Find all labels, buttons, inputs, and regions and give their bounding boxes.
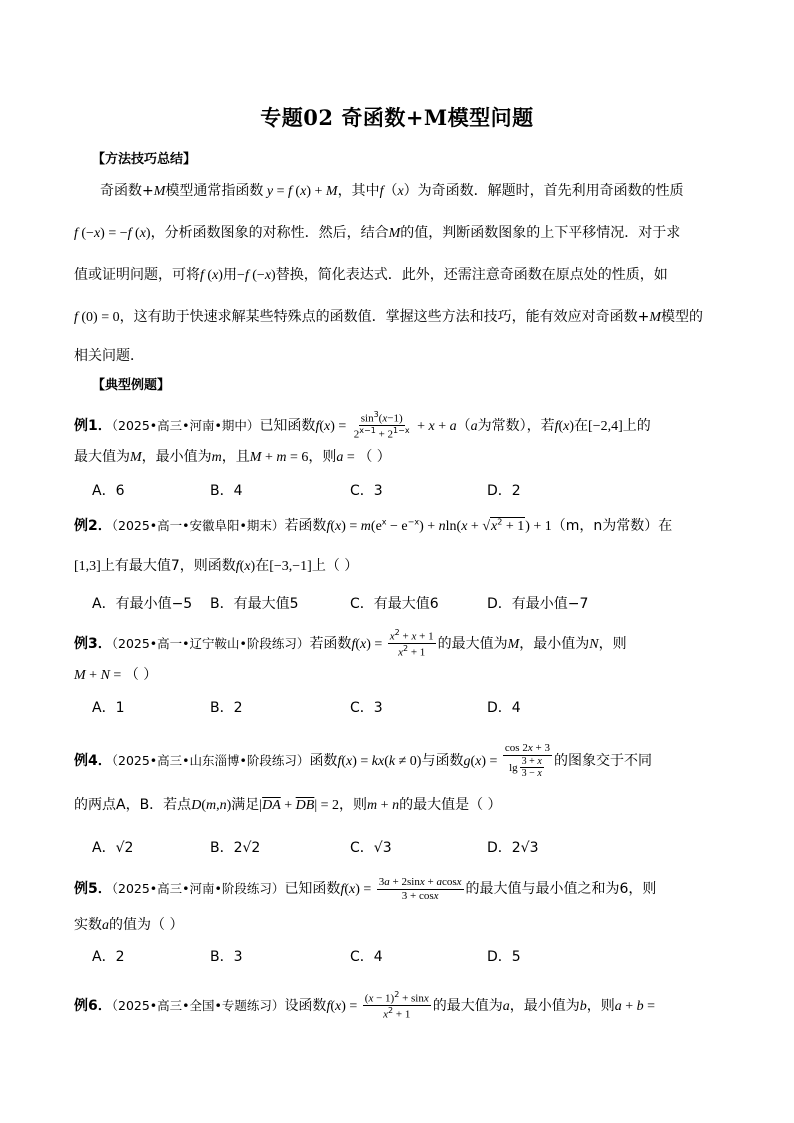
example-1-option-b: B．4 <box>210 483 243 499</box>
example-3-fraction: $\frac{x^2 + x + 1}{x^2 + 1}$ <box>389 628 434 659</box>
example-4-option-c: C．√3 <box>350 840 392 856</box>
example-1-line-1: 例1．（2025•高三•河南•期中）已知函数f(x) = $\frac{\sin^3(x-1)}{2^{x-1} + 2^{1-x}}$ + x + a（a为常数），若f(x)在[−2,4]上的 <box>74 410 651 441</box>
example-4-option-a: A．√2 <box>92 840 134 856</box>
example-4-option-d: D．2√3 <box>487 840 539 856</box>
example-1-option-c: C．3 <box>350 483 383 499</box>
example-4-line-2: 的两点A，B．若点D(m,n)满足$|\overline{DA} + \overline{DB}| = 2$，则m + n的最大值是（ ） <box>74 797 502 813</box>
example-5-option-a: A．2 <box>92 949 125 965</box>
example-3-line-1: 例3．（2025•高一•辽宁鞍山•阶段练习）若函数f(x) = $\frac{x^2 + x + 1}{x^2 + 1}$ 的最大值为M，最小值为N，则 <box>74 628 627 659</box>
example-3-option-d: D．4 <box>487 700 521 716</box>
example-2-line-1: 例2．（2025•高一•安徽阜阳•期末）若函数$f(x) = m(e^x - e^{-x}) + nln(x + √x^2 + 1) + 1(m$，n为常数）在 <box>74 517 673 534</box>
example-1-option-a: A．6 <box>92 483 125 499</box>
example-5-line-2: 实数a的值为（ ） <box>74 917 184 933</box>
example-5-option-d: D．5 <box>487 949 521 965</box>
example-1-line-2: 最大值为M，最小值为m，且M + m = 6，则a = （ ） <box>74 449 391 465</box>
example-4-fraction: cos 2x + 3 lg $\frac{3 + x}{3 - x}$ <box>504 742 550 780</box>
section-examples-heading: 【典型例题】 <box>92 378 171 393</box>
page-title: 专题02 奇函数+M模型问题 <box>260 105 534 130</box>
example-3-line-2: M + N = （ ） <box>74 667 158 683</box>
example-2-option-b: B．有最大值5 <box>210 596 299 612</box>
example-2-option-a: A．有最小值−5 <box>92 596 193 612</box>
example-3-option-b: B．2 <box>210 700 243 716</box>
example-3-option-c: C．3 <box>350 700 383 716</box>
method-line-3: 值或证明问题，可将f (x)用−f (−x)替换，简化表达式．此外，还需注意奇函数在原点处的性质，如 <box>74 267 668 283</box>
method-line-5: 相关问题． <box>74 348 144 364</box>
example-1-fraction: $\frac{\sin^3(x-1)}{2^{x-1} + 2^{1-x}}$ <box>353 410 410 441</box>
example-4-line-1: 例4．（2025•高三•山东淄博•阶段练习）函数f(x) = kx(k ≠ 0)与函数g(x) = cos 2x + 3 lg $\frac{3 + x}{3 - x}$ 的图象交于不同 <box>74 742 652 780</box>
section-method-heading: 【方法技巧总结】 <box>92 152 197 167</box>
example-3-option-a: A．1 <box>92 700 125 716</box>
example-6-line-1: 例6．（2025•高三•全国•专题练习）设函数f(x) = $\frac{(x - 1)^2 + \sin x}{x^2 + 1}$ 的最大值为a，最小值为b，则a + b = <box>74 990 656 1021</box>
example-4-option-b: B．2√2 <box>210 840 261 856</box>
example-5-line-1: 例5．（2025•高三•河南•阶段练习）已知函数f(x) = $\frac{3a + 2\sin x + acosx}{3 + \cos x}$ 的最大值与最小值之和为6，则 <box>74 876 657 902</box>
example-2-line-2: [1,3]上有最大值7，则函数f(x)在[−3,−1]上（ ） <box>74 558 359 574</box>
example-2-option-c: C．有最大值6 <box>350 596 439 612</box>
method-line-4: f (0) = 0，这有助于快速求解某些特殊点的函数值．掌握这些方法和技巧，能有效应对奇函数+M模型的 <box>74 309 704 325</box>
example-1-option-d: D．2 <box>487 483 521 499</box>
example-6-fraction: $\frac{(x - 1)^2 + \sin x}{x^2 + 1}$ <box>364 990 429 1021</box>
method-line-1: 奇函数+M模型通常指函数 y = f (x) + M，其中f（x）为奇函数．解题时，首先利用奇函数的性质 <box>100 183 684 199</box>
example-5-option-c: C．4 <box>350 949 383 965</box>
example-2-option-d: D．有最小值−7 <box>487 596 589 612</box>
example-5-option-b: B．3 <box>210 949 243 965</box>
example-5-fraction: $\frac{3a + 2\sin x + acosx}{3 + \cos x}$ <box>378 876 462 902</box>
method-line-2: f (−x) = −f (x)，分析函数图象的对称性．然后，结合M的值，判断函数图象的上下平移情况．对于求 <box>74 225 681 241</box>
